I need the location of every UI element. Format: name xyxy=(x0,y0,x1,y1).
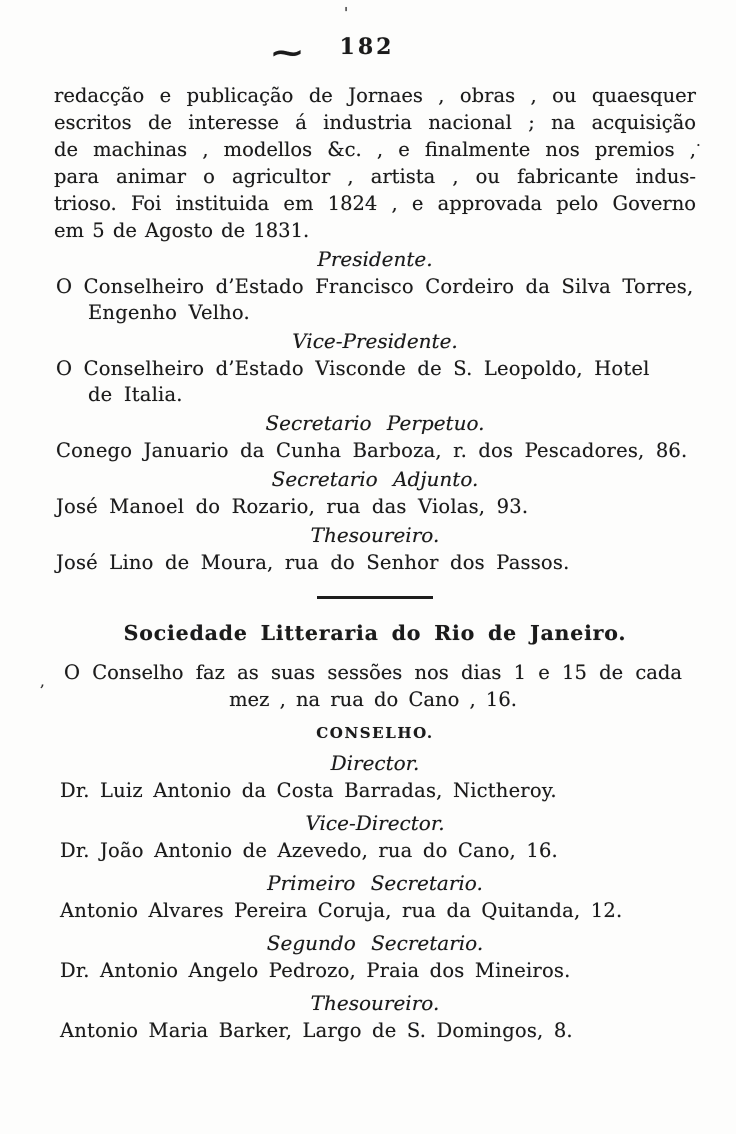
directory-entry-line: José Lino de Moura, rua do Senhor dos Passos. xyxy=(56,551,570,574)
paragraph-line: escritos de interesse á industria nacional ; na acquisição xyxy=(54,111,696,134)
office-heading: Thesoureiro. xyxy=(310,523,440,547)
office-heading: Presidente. xyxy=(317,247,433,271)
society-intro-paragraph xyxy=(54,659,696,713)
directory-entry xyxy=(54,550,696,576)
sociedade-litteraria-directory xyxy=(54,750,696,1044)
paragraph-line: de machinas , modellos &c. , e finalmente nos premios , xyxy=(54,138,696,161)
sociedade-auxiliadora-directory xyxy=(54,246,696,576)
directory-entry-line: Engenho Velho. xyxy=(88,301,250,324)
page-number: 182 xyxy=(339,34,395,60)
directory-entry xyxy=(54,958,696,984)
office-heading: Thesoureiro. xyxy=(310,991,440,1015)
directory-entry xyxy=(54,838,696,864)
ink-speck: , xyxy=(40,672,45,690)
directory-entry-line: Dr. Luiz Antonio da Costa Barradas, Nictheroy. xyxy=(60,779,557,802)
office-heading: Vice-Director. xyxy=(305,811,445,835)
paragraph-line: redacção e publicação de Jornaes , obras , ou quaesquer xyxy=(54,84,696,107)
paragraph-line: O Conselho faz as suas sessões nos dias 1 e 15 de cada xyxy=(64,661,682,684)
directory-entry xyxy=(54,1018,696,1044)
paragraph-line: mez , na rua do Cano , 16. xyxy=(229,688,517,711)
paragraph-line: para animar o agricultor , artista , ou fabricante indus- xyxy=(54,165,696,188)
office-heading: Director. xyxy=(330,751,420,775)
directory-entry-line: O Conselheiro d’Estado Visconde de S. Leopoldo, Hotel xyxy=(56,357,650,380)
office-heading: Secretario Adjunto. xyxy=(271,467,479,491)
directory-entry-line: Dr. João Antonio de Azevedo, rua do Cano, 16. xyxy=(60,839,558,862)
section-divider-rule xyxy=(317,596,433,599)
directory-entry-line: Conego Januario da Cunha Barboza, r. dos Pescadores, 86. xyxy=(56,439,688,462)
ink-speck: . xyxy=(696,132,701,150)
directory-entry xyxy=(54,438,696,464)
society-title: Sociedade Litteraria do Rio de Janeiro. xyxy=(123,621,627,645)
office-heading: Segundo Secretario. xyxy=(266,931,484,955)
directory-entry xyxy=(54,898,696,924)
paragraph-line: trioso. Foi instituida em 1824 , e approvada pelo Governo xyxy=(54,192,696,215)
council-label: CONSELHO. xyxy=(316,724,434,742)
swung-dash-mark: ⁓ xyxy=(272,36,300,71)
directory-entry-line: O Conselheiro d’Estado Francisco Cordeiro da Silva Torres, xyxy=(56,275,694,298)
directory-entry-line: Antonio Alvares Pereira Coruja, rua da Quitanda, 12. xyxy=(60,899,623,922)
directory-entry xyxy=(54,494,696,520)
directory-entry xyxy=(54,356,696,408)
office-heading: Secretario Perpetuo. xyxy=(265,411,485,435)
directory-entry-line: José Manoel do Rozario, rua das Violas, 93. xyxy=(56,495,529,518)
office-heading: Primeiro Secretario. xyxy=(267,871,483,895)
directory-entry-line: de Italia. xyxy=(88,383,183,406)
page-header xyxy=(54,34,696,71)
ink-speck: ' xyxy=(344,4,349,22)
directory-entry-line: Antonio Maria Barker, Largo de S. Domingos, 8. xyxy=(60,1019,573,1042)
office-heading: Vice-Presidente. xyxy=(292,329,458,353)
intro-paragraph xyxy=(54,82,696,244)
directory-entry-line: Dr. Antonio Angelo Pedrozo, Praia dos Mineiros. xyxy=(60,959,571,982)
directory-entry xyxy=(54,778,696,804)
directory-entry xyxy=(54,274,696,326)
paragraph-line: em 5 de Agosto de 1831. xyxy=(54,219,310,242)
